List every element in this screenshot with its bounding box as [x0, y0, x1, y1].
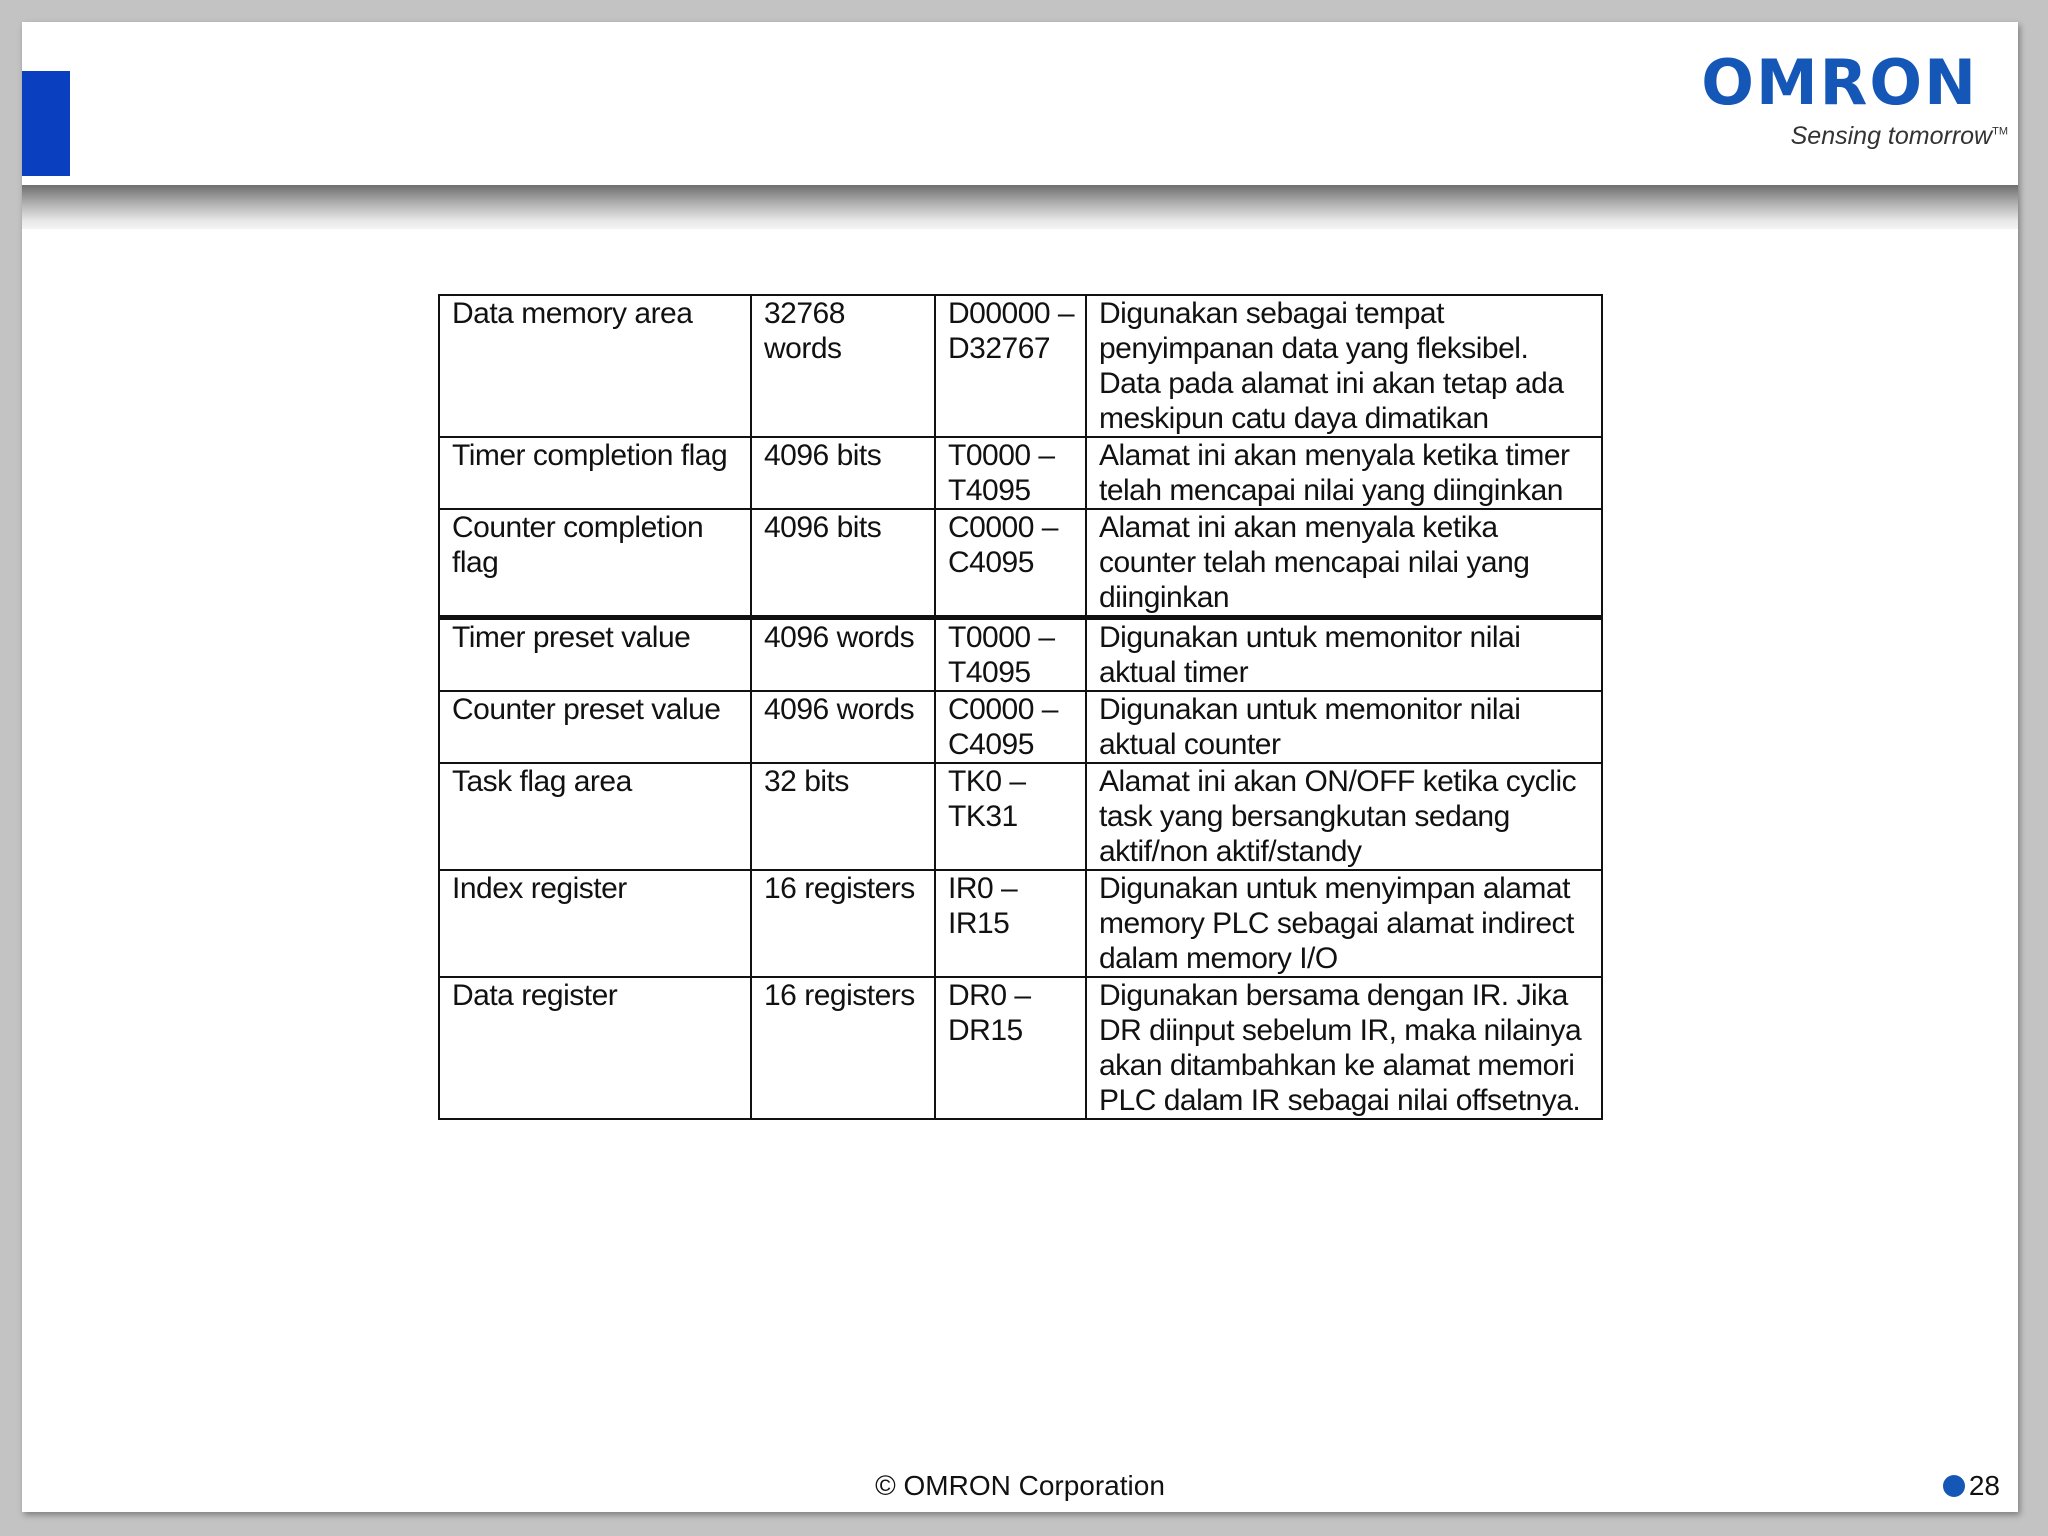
table-row	[439, 977, 1602, 1119]
table-row	[439, 509, 1602, 618]
tagline-text: Sensing tomorrow	[1790, 122, 1993, 150]
table-row	[439, 870, 1602, 977]
memory-area-table	[438, 294, 1603, 1120]
cell-area: Counter preset value	[439, 691, 751, 763]
page-number	[1943, 1470, 2000, 1502]
header-divider	[22, 185, 2018, 229]
cell-range: T0000 – T4095	[935, 618, 1086, 692]
accent-block	[22, 71, 70, 176]
cell-area: Counter completion flag	[439, 509, 751, 618]
memory-table-area	[416, 270, 1607, 1196]
cell-range: C0000 – C4095	[935, 509, 1086, 618]
table-row	[439, 763, 1602, 870]
cell-size: 4096 bits	[751, 509, 935, 618]
cell-range: T0000 – T4095	[935, 437, 1086, 509]
cell-area: Data register	[439, 977, 751, 1119]
table-row	[439, 295, 1602, 437]
cell-size: 32768 words	[751, 295, 935, 437]
cell-area: Timer completion flag	[439, 437, 751, 509]
cell-area: Data memory area	[439, 295, 751, 437]
cell-desc: Alamat ini akan menyala ketika counter telah mencapai nilai yang diinginkan	[1086, 509, 1602, 618]
table-row	[439, 691, 1602, 763]
cell-area: Index register	[439, 870, 751, 977]
cell-desc: Digunakan untuk memonitor nilai aktual timer	[1086, 618, 1602, 692]
cell-range: TK0 – TK31	[935, 763, 1086, 870]
cell-range: C0000 – C4095	[935, 691, 1086, 763]
page-number-text: 28	[1968, 1470, 2000, 1501]
cell-range: D00000 – D32767	[935, 295, 1086, 437]
cell-desc: Alamat ini akan menyala ketika timer telah mencapai nilai yang diinginkan	[1086, 437, 1602, 509]
cell-desc: Digunakan untuk memonitor nilai aktual counter	[1086, 691, 1602, 763]
cell-desc: Digunakan sebagai tempat penyimpanan data yang fleksibel. Data pada alamat ini akan tetap ada meskipun catu daya dimatikan	[1086, 295, 1602, 437]
trademark-mark: TM	[1992, 125, 2008, 138]
cell-desc: Digunakan untuk menyimpan alamat memory PLC sebagai alamat indirect dalam memory I/O	[1086, 870, 1602, 977]
cell-size: 4096 words	[751, 691, 935, 763]
cell-desc: Digunakan bersama dengan IR. Jika DR diinput sebelum IR, maka nilainya akan ditambahkan ke alamat memori PLC dalam IR sebagai nilai offsetnya.	[1086, 977, 1602, 1119]
cell-desc: Alamat ini akan ON/OFF ketika cyclic task yang bersangkutan sedang aktif/non aktif/standy	[1086, 763, 1602, 870]
logo-tagline	[1678, 122, 2008, 151]
cell-size: 16 registers	[751, 870, 935, 977]
cell-size: 16 registers	[751, 977, 935, 1119]
copyright-footer: © OMRON Corporation	[875, 1470, 1165, 1501]
cell-range: DR0 – DR15	[935, 977, 1086, 1119]
omron-logo	[1678, 48, 2008, 151]
cell-area: Task flag area	[439, 763, 751, 870]
table-row	[439, 618, 1602, 692]
cell-size: 32 bits	[751, 763, 935, 870]
cell-size: 4096 words	[751, 618, 935, 692]
cell-size: 4096 bits	[751, 437, 935, 509]
cell-range: IR0 – IR15	[935, 870, 1086, 977]
cell-area: Timer preset value	[439, 618, 751, 692]
table-row	[439, 437, 1602, 509]
slide	[22, 22, 2018, 1512]
logo-wordmark: OMRON	[1701, 46, 1978, 119]
bullet-dot-icon	[1943, 1475, 1965, 1497]
